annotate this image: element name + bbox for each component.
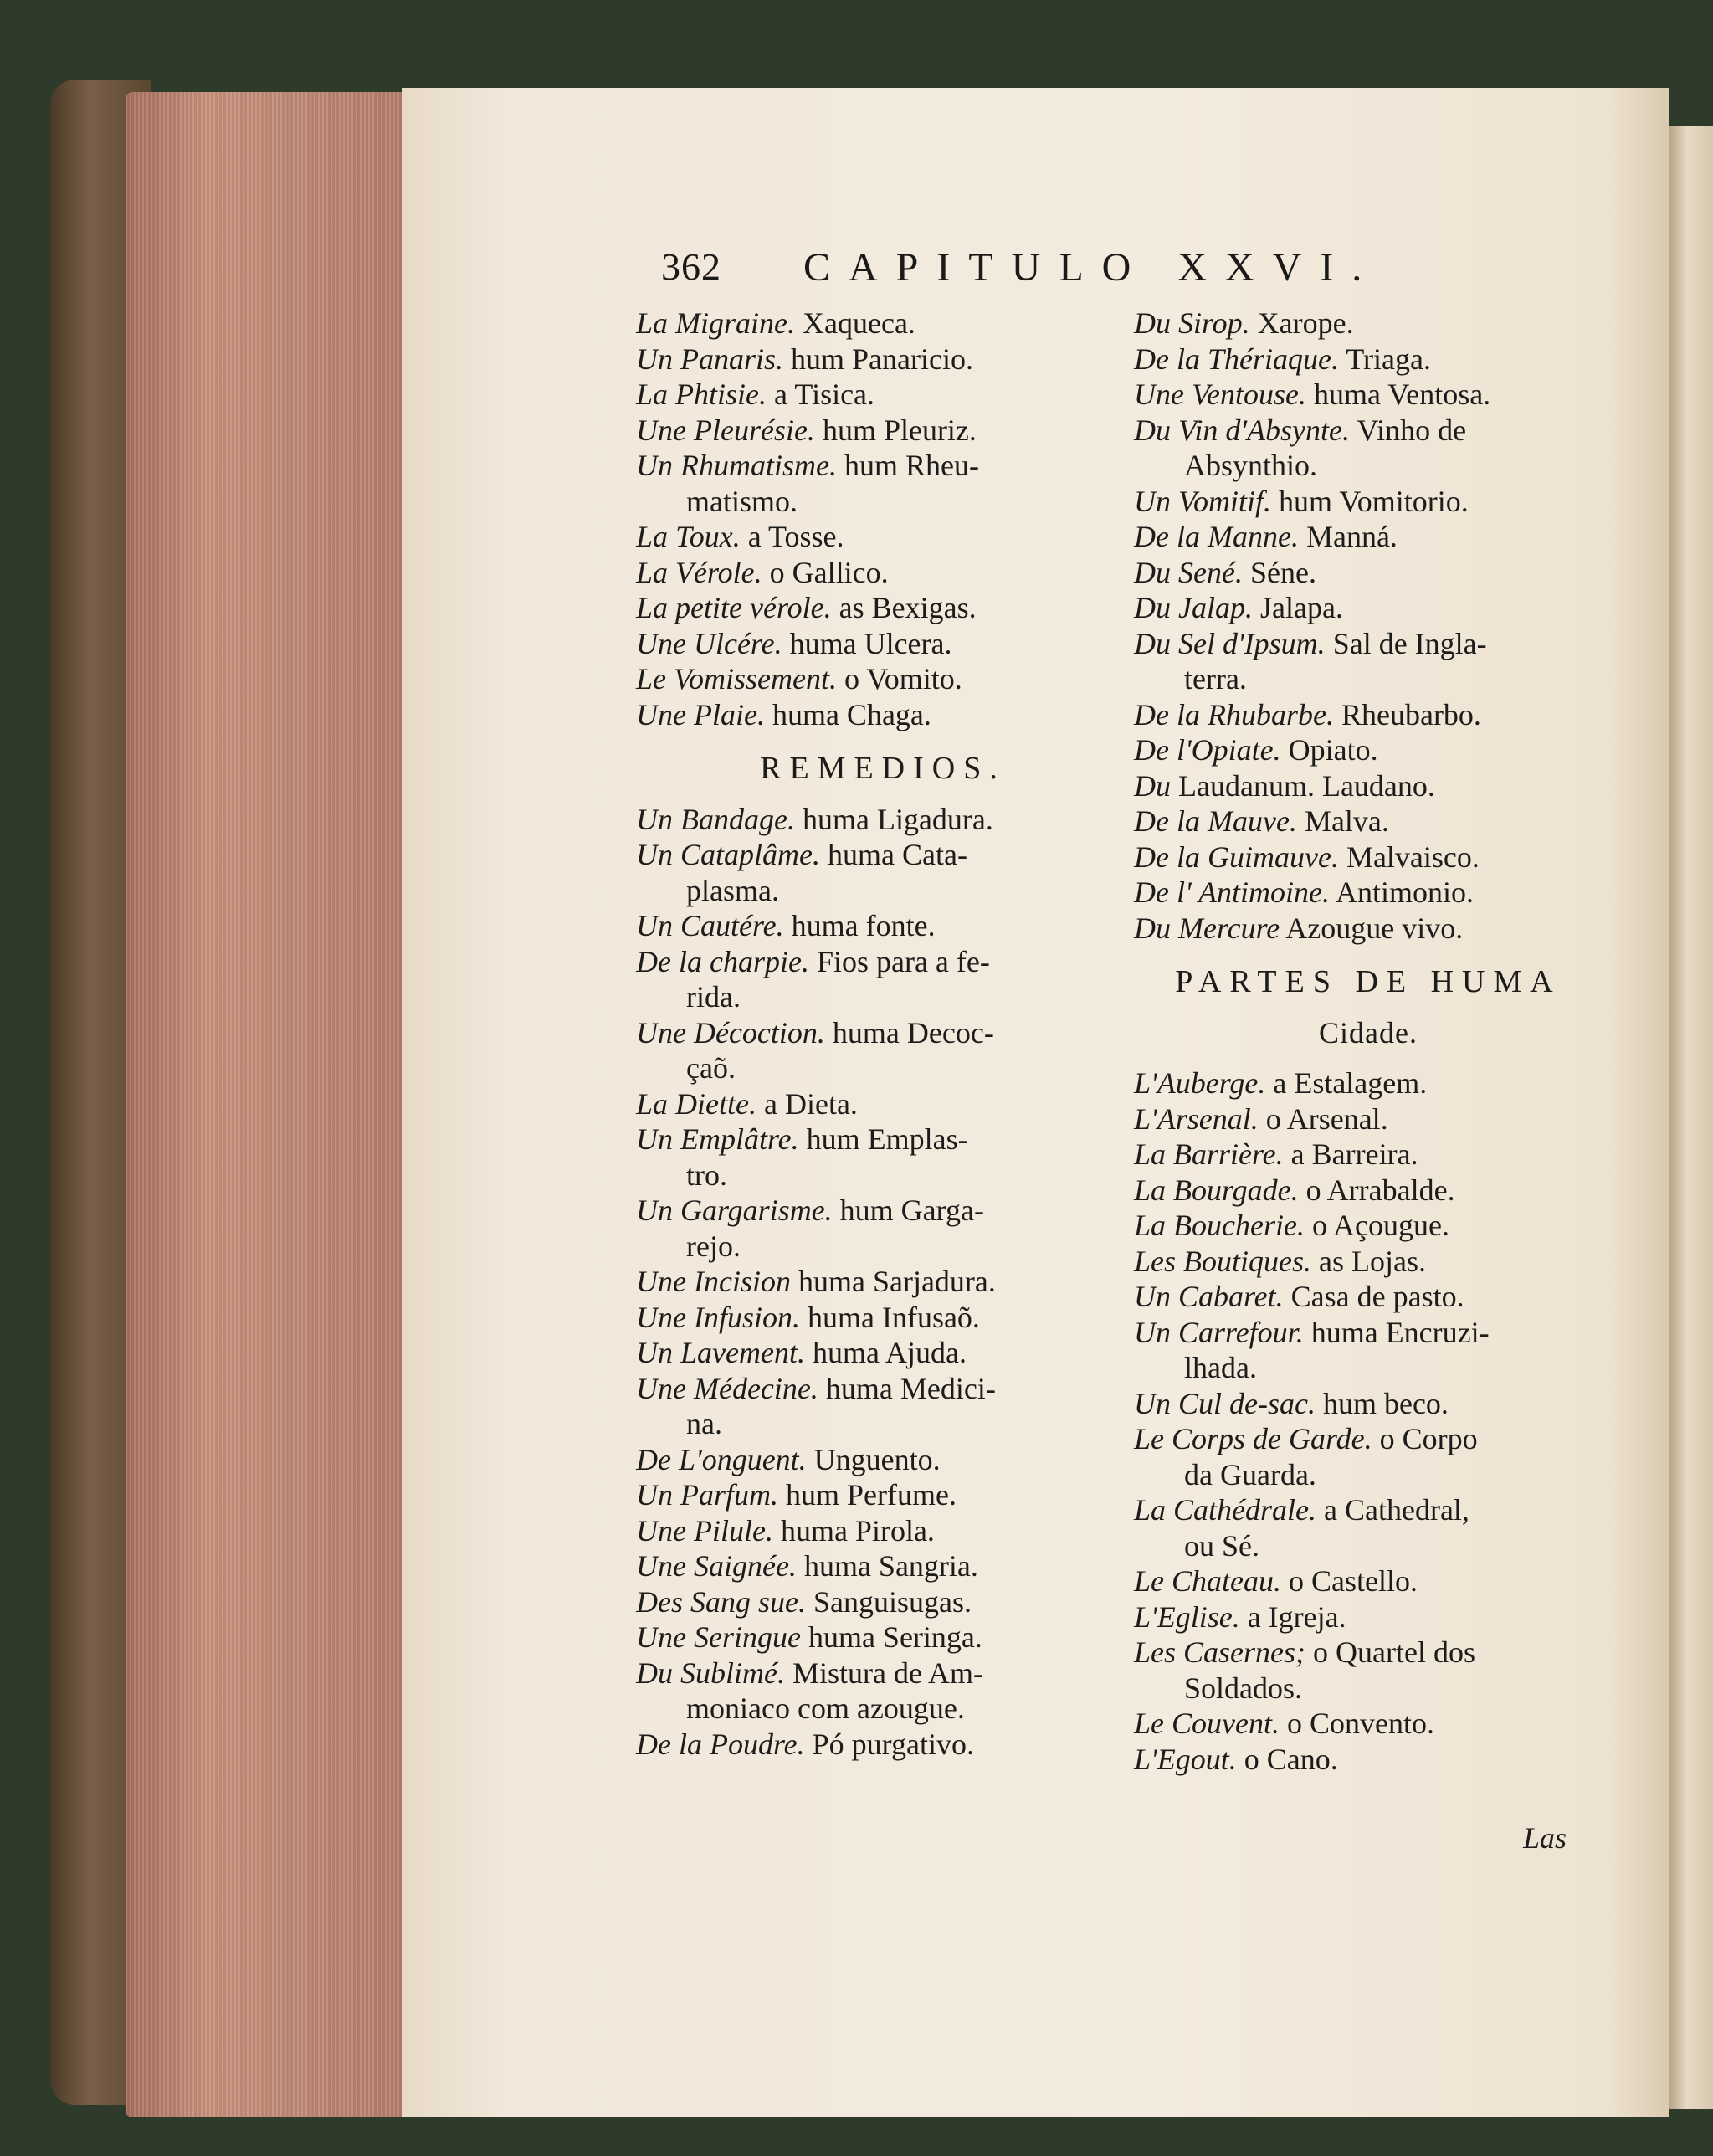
french-term: Le Corps de Garde. bbox=[1134, 1422, 1372, 1455]
continuation-text: ou Sé. bbox=[1184, 1528, 1259, 1563]
vocabulary-entry bbox=[636, 413, 1130, 449]
portuguese-term: Jalapa. bbox=[1252, 591, 1343, 624]
vocabulary-entry bbox=[636, 1229, 1130, 1265]
section-heading: PARTES DE HUMA bbox=[1175, 964, 1562, 999]
french-term: Du bbox=[1134, 768, 1171, 803]
french-term: Du Sublimé. bbox=[636, 1656, 785, 1690]
vocabulary-entry bbox=[1134, 768, 1603, 804]
french-term: Un Bandage. bbox=[636, 802, 795, 836]
vocabulary-entry bbox=[1134, 1706, 1603, 1742]
french-term: De l'Opiate. bbox=[1134, 733, 1281, 767]
vocabulary-entry bbox=[1134, 732, 1603, 768]
continuation-text: Absynthio. bbox=[1184, 449, 1318, 482]
french-term: Le Vomissement. bbox=[636, 662, 837, 696]
french-term: De la Poudre. bbox=[636, 1727, 805, 1761]
vocabulary-entry bbox=[636, 1371, 1130, 1407]
vocabulary-entry bbox=[636, 697, 1130, 733]
portuguese-term: a Tosse. bbox=[740, 520, 844, 553]
portuguese-term: a Igreja. bbox=[1239, 1599, 1346, 1634]
french-term: Un Gargarisme. bbox=[636, 1194, 833, 1227]
vocabulary-entry bbox=[636, 873, 1130, 909]
portuguese-term: o Convento. bbox=[1279, 1707, 1434, 1740]
vocabulary-entry bbox=[636, 1442, 1130, 1478]
vocabulary-entry bbox=[636, 802, 1130, 838]
french-term: Du Sirop. bbox=[1134, 306, 1250, 340]
french-term: Du Sel d'Ipsum. bbox=[1134, 626, 1326, 660]
french-term: Une Plaie. bbox=[636, 697, 765, 732]
vocabulary-entry bbox=[1134, 1065, 1603, 1101]
french-term: La Vérole. bbox=[636, 555, 762, 589]
vocabulary-entry bbox=[636, 305, 1130, 341]
portuguese-term: huma Ventosa. bbox=[1305, 377, 1491, 411]
portuguese-term: hum beco. bbox=[1315, 1386, 1449, 1420]
continuation-text: lhada. bbox=[1184, 1351, 1257, 1384]
vocabulary-entry bbox=[636, 1015, 1130, 1051]
french-term: Une Infusion. bbox=[636, 1300, 800, 1334]
vocabulary-entry bbox=[636, 1548, 1130, 1584]
french-term: De la Mauve. bbox=[1134, 804, 1297, 838]
continuation-text: moniaco com azougue. bbox=[686, 1691, 965, 1725]
french-term: Un Cautére. bbox=[636, 909, 784, 942]
vocabulary-entry bbox=[1134, 1421, 1603, 1457]
vocabulary-entry bbox=[1134, 1742, 1603, 1778]
vocabulary-entry bbox=[1134, 1244, 1603, 1280]
portuguese-term: huma Ligadura. bbox=[794, 802, 993, 836]
vocabulary-entry bbox=[1134, 911, 1603, 947]
portuguese-term: Xaqueca. bbox=[795, 306, 915, 340]
portuguese-term: Malva. bbox=[1296, 804, 1389, 838]
vocabulary-entry bbox=[1134, 1315, 1603, 1351]
portuguese-term: huma fonte. bbox=[783, 909, 936, 942]
vocabulary-entry bbox=[1134, 1173, 1603, 1209]
french-term: Des Sang sue. bbox=[636, 1584, 806, 1619]
portuguese-term: hum Garga- bbox=[832, 1194, 984, 1227]
french-term: La Barrière. bbox=[1134, 1137, 1284, 1171]
portuguese-term: huma Medici- bbox=[818, 1371, 996, 1405]
french-term: La Toux. bbox=[636, 520, 741, 553]
vocabulary-entry bbox=[1134, 590, 1603, 626]
vocabulary-entry bbox=[1134, 1279, 1603, 1315]
portuguese-term: hum Emplas- bbox=[798, 1122, 968, 1156]
catchword: Las bbox=[1523, 1821, 1567, 1855]
vocabulary-entry bbox=[636, 341, 1130, 377]
continuation-text: tro. bbox=[686, 1158, 727, 1192]
french-term: Un Carrefour. bbox=[1134, 1315, 1304, 1349]
french-term: Une Décoction. bbox=[636, 1015, 825, 1050]
vocabulary-entry bbox=[1134, 839, 1603, 875]
portuguese-term: o Castello. bbox=[1281, 1564, 1418, 1598]
french-term: La Cathédrale. bbox=[1134, 1493, 1317, 1527]
portuguese-term: o Gallico. bbox=[762, 555, 889, 589]
portuguese-term: Laudanum. Laudano. bbox=[1171, 768, 1435, 803]
vocabulary-entry bbox=[1134, 555, 1603, 591]
french-term: Les Boutiques. bbox=[1134, 1244, 1311, 1278]
french-term: La Boucherie. bbox=[1134, 1209, 1305, 1242]
french-term: Un Vomitif. bbox=[1134, 484, 1272, 518]
french-term: De la Rhubarbe. bbox=[1134, 697, 1334, 732]
vocabulary-entry bbox=[636, 661, 1130, 697]
portuguese-term: huma Cata- bbox=[820, 838, 967, 871]
french-term: L'Egout. bbox=[1134, 1742, 1237, 1776]
vocabulary-entry bbox=[1134, 661, 1603, 697]
portuguese-term: Casa de pasto. bbox=[1283, 1280, 1464, 1313]
vocabulary-entry bbox=[636, 1335, 1130, 1371]
continuation-text: rida. bbox=[686, 980, 741, 1014]
continuation-text: matismo. bbox=[686, 484, 798, 518]
vocabulary-entry bbox=[1134, 626, 1603, 662]
vocabulary-entry bbox=[636, 1620, 1130, 1656]
page-header bbox=[661, 244, 1615, 311]
french-term: Du Mercure bbox=[1134, 911, 1280, 945]
vocabulary-entry bbox=[636, 1122, 1130, 1158]
french-term: Une Pleurésie. bbox=[636, 413, 815, 447]
french-term: Un Parfum. bbox=[636, 1478, 778, 1512]
french-term: Un Cul de-sac. bbox=[1134, 1386, 1316, 1420]
vocabulary-entry bbox=[636, 944, 1130, 980]
portuguese-term: o Quartel dos bbox=[1305, 1635, 1475, 1669]
facing-page-edge bbox=[1669, 126, 1713, 2109]
portuguese-term: Vinho de bbox=[1349, 413, 1467, 447]
continuation-text: da Guarda. bbox=[1184, 1457, 1316, 1491]
portuguese-term: huma Pirola. bbox=[772, 1513, 935, 1548]
vocabulary-entry bbox=[636, 1158, 1130, 1194]
vocabulary-entry bbox=[636, 1264, 1130, 1300]
running-title: CAPITULO XXVI. bbox=[803, 245, 1381, 290]
french-term: Du Vin d'Absynte. bbox=[1134, 413, 1350, 447]
portuguese-term: Triaga. bbox=[1338, 341, 1431, 376]
portuguese-term: a Tisica. bbox=[767, 377, 875, 411]
vocabulary-entry bbox=[1134, 1208, 1603, 1244]
portuguese-term: Malvaisco. bbox=[1338, 839, 1480, 874]
vocabulary-entry bbox=[636, 1086, 1130, 1122]
portuguese-term: Manná. bbox=[1298, 520, 1398, 553]
vocabulary-entry bbox=[1134, 875, 1603, 911]
portuguese-term: a Cathedral, bbox=[1316, 1493, 1469, 1527]
french-term: La Bourgade. bbox=[1134, 1173, 1299, 1207]
french-term: L'Auberge. bbox=[1134, 1066, 1266, 1100]
vocabulary-entry bbox=[636, 1050, 1130, 1086]
portuguese-term: Fios para a fe- bbox=[808, 944, 990, 978]
french-term: De L'onguent. bbox=[636, 1442, 807, 1476]
portuguese-term: as Lojas. bbox=[1311, 1244, 1426, 1278]
french-term: Un Rhumatisme. bbox=[636, 449, 837, 482]
vocabulary-entry bbox=[1134, 1457, 1603, 1493]
page-number: 362 bbox=[661, 245, 721, 288]
portuguese-term: Mistura de Am- bbox=[784, 1656, 983, 1690]
french-term: Une Incision bbox=[636, 1265, 791, 1298]
french-term: Une Seringue bbox=[636, 1620, 801, 1654]
french-term: Un Cataplâme. bbox=[636, 838, 820, 871]
french-term: Une Ulcére. bbox=[636, 626, 782, 660]
french-term: Une Pilule. bbox=[636, 1513, 773, 1548]
vocabulary-entry bbox=[1134, 1386, 1603, 1422]
french-term: L'Arsenal. bbox=[1134, 1101, 1259, 1136]
vocabulary-entry bbox=[1134, 413, 1603, 449]
continuation-text: terra. bbox=[1184, 662, 1247, 696]
vocabulary-entry bbox=[1134, 1492, 1603, 1528]
portuguese-term: o Açougue. bbox=[1304, 1209, 1449, 1242]
portuguese-term: hum Panaricio. bbox=[783, 341, 973, 376]
portuguese-term: Unguento. bbox=[806, 1442, 941, 1476]
vocabulary-entry bbox=[1134, 341, 1603, 377]
french-term: Un Emplâtre. bbox=[636, 1122, 799, 1156]
french-term: Un Panaris. bbox=[636, 341, 784, 376]
french-term: Du Jalap. bbox=[1134, 591, 1253, 624]
portuguese-term: hum Vomitorio. bbox=[1271, 484, 1469, 518]
portuguese-term: huma Infusaõ. bbox=[799, 1300, 980, 1334]
continuation-text: rejo. bbox=[686, 1229, 741, 1263]
vocabulary-entry bbox=[636, 1193, 1130, 1229]
portuguese-term: Opiato. bbox=[1280, 733, 1378, 767]
french-term: Une Ventouse. bbox=[1134, 377, 1306, 411]
right-column bbox=[1134, 305, 1603, 1777]
vocabulary-entry bbox=[1134, 1635, 1603, 1671]
french-term: De l' Antimoine. bbox=[1134, 875, 1330, 909]
portuguese-term: o Cano. bbox=[1236, 1742, 1338, 1776]
french-term: La Phtisie. bbox=[636, 377, 767, 411]
french-term: Les Casernes; bbox=[1134, 1635, 1305, 1669]
portuguese-term: o Arsenal. bbox=[1258, 1101, 1388, 1136]
vocabulary-entry bbox=[1134, 1528, 1603, 1564]
portuguese-term: Séne. bbox=[1242, 555, 1316, 589]
vocabulary-entry bbox=[1134, 377, 1603, 413]
continuation-text: plasma. bbox=[686, 873, 779, 907]
vocabulary-entry bbox=[636, 484, 1130, 520]
portuguese-term: huma Decoc- bbox=[824, 1015, 994, 1050]
portuguese-term: a Estalagem. bbox=[1265, 1066, 1428, 1100]
vocabulary-entry bbox=[1134, 1137, 1603, 1173]
french-term: De la Manne. bbox=[1134, 520, 1299, 553]
vocabulary-entry bbox=[636, 590, 1130, 626]
page-edges bbox=[126, 92, 402, 2118]
portuguese-term: huma Sangria. bbox=[796, 1549, 978, 1583]
french-term: De la charpie. bbox=[636, 944, 809, 978]
section-subheading: Cidade. bbox=[1319, 1015, 1418, 1050]
vocabulary-entry bbox=[636, 1406, 1130, 1442]
french-term: Une Médecine. bbox=[636, 1371, 818, 1405]
french-term: Le Chateau. bbox=[1134, 1564, 1281, 1598]
portuguese-term: Rheubarbo. bbox=[1333, 697, 1481, 732]
portuguese-term: Xarope. bbox=[1249, 306, 1354, 340]
portuguese-term: a Barreira. bbox=[1283, 1137, 1418, 1171]
portuguese-term: hum Pleuriz. bbox=[814, 413, 977, 447]
portuguese-term: hum Rheu- bbox=[836, 449, 979, 482]
french-term: L'Eglise. bbox=[1134, 1599, 1240, 1634]
vocabulary-entry bbox=[1134, 484, 1603, 520]
vocabulary-entry bbox=[1134, 305, 1603, 341]
vocabulary-entry bbox=[1134, 1101, 1603, 1137]
french-term: La petite vérole. bbox=[636, 591, 832, 624]
vocabulary-entry bbox=[636, 555, 1130, 591]
portuguese-term: Azougue vivo. bbox=[1280, 911, 1464, 945]
vocabulary-entry bbox=[636, 837, 1130, 873]
portuguese-term: as Bexigas. bbox=[831, 591, 977, 624]
vocabulary-entry bbox=[636, 1584, 1130, 1620]
french-term: De la Guimauve. bbox=[1134, 839, 1339, 874]
continuation-text: Soldados. bbox=[1184, 1671, 1303, 1705]
vocabulary-entry bbox=[636, 519, 1130, 555]
vocabulary-entry bbox=[1134, 697, 1603, 733]
portuguese-term: hum Perfume. bbox=[778, 1478, 957, 1512]
portuguese-term: huma Encruzi- bbox=[1303, 1315, 1490, 1349]
portuguese-term: a Dieta. bbox=[756, 1086, 858, 1121]
french-term: De la Thériaque. bbox=[1134, 341, 1339, 376]
vocabulary-entry bbox=[636, 448, 1130, 484]
vocabulary-entry bbox=[636, 979, 1130, 1015]
french-term: Un Lavement. bbox=[636, 1336, 805, 1369]
french-term: Un Cabaret. bbox=[1134, 1280, 1284, 1313]
portuguese-term: huma Seringa. bbox=[800, 1620, 982, 1654]
vocabulary-entry bbox=[1134, 519, 1603, 555]
french-term: La Migraine. bbox=[636, 306, 796, 340]
left-column bbox=[636, 305, 1130, 1762]
vocabulary-entry bbox=[636, 377, 1130, 413]
vocabulary-entry bbox=[1134, 1671, 1603, 1707]
portuguese-term: huma Ajuda. bbox=[804, 1336, 967, 1369]
vocabulary-entry bbox=[636, 908, 1130, 944]
portuguese-term: o Arrabalde. bbox=[1298, 1173, 1455, 1207]
portuguese-term: o Corpo bbox=[1372, 1422, 1478, 1455]
vocabulary-entry bbox=[1134, 803, 1603, 839]
portuguese-term: huma Chaga. bbox=[764, 697, 931, 732]
continuation-text: na. bbox=[686, 1407, 722, 1440]
vocabulary-entry bbox=[636, 626, 1130, 662]
vocabulary-entry bbox=[636, 1513, 1130, 1549]
vocabulary-entry bbox=[1134, 1563, 1603, 1599]
vocabulary-entry bbox=[1134, 448, 1603, 484]
portuguese-term: Sal de Ingla- bbox=[1325, 626, 1487, 660]
french-term: La Diette. bbox=[636, 1086, 756, 1121]
vocabulary-entry bbox=[1134, 1599, 1603, 1635]
portuguese-term: Sanguisugas. bbox=[805, 1584, 972, 1619]
portuguese-term: Pó purgativo. bbox=[804, 1727, 974, 1761]
portuguese-term: huma Sarjadura. bbox=[790, 1265, 996, 1298]
continuation-text: çaõ. bbox=[686, 1051, 736, 1085]
vocabulary-entry bbox=[1134, 1350, 1603, 1386]
vocabulary-entry bbox=[636, 1656, 1130, 1691]
french-term: Le Couvent. bbox=[1134, 1707, 1280, 1740]
portuguese-term: o Vomito. bbox=[836, 662, 962, 696]
vocabulary-entry bbox=[636, 1300, 1130, 1336]
vocabulary-entry bbox=[636, 1727, 1130, 1763]
french-term: Une Saignée. bbox=[636, 1549, 797, 1583]
vocabulary-entry bbox=[636, 1477, 1130, 1513]
section-heading: REMEDIOS. bbox=[760, 751, 1006, 786]
vocabulary-entry bbox=[636, 1691, 1130, 1727]
portuguese-term: Antimonio. bbox=[1330, 875, 1475, 909]
french-term: Du Sené. bbox=[1134, 555, 1243, 589]
portuguese-term: huma Ulcera. bbox=[782, 626, 952, 660]
